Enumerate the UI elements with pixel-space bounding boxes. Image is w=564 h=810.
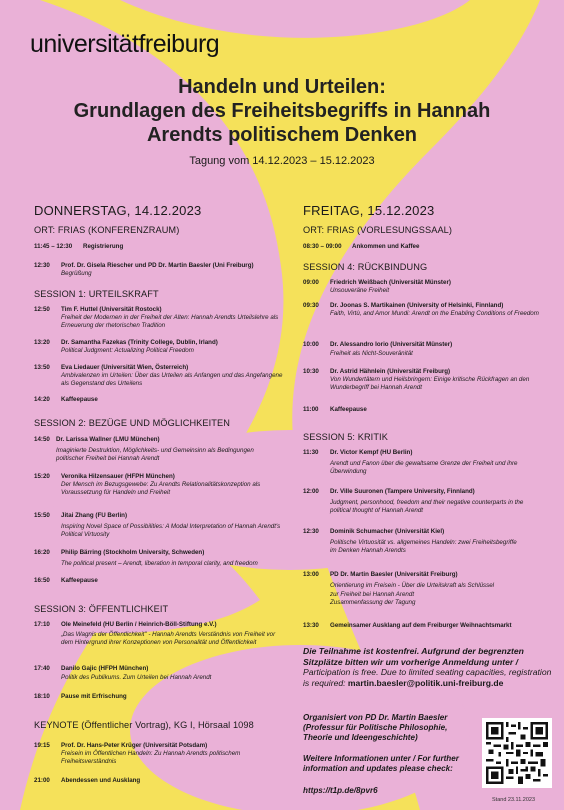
item-name: Danilo Gajic (HFPH München) xyxy=(61,665,149,672)
item-name: Dr. Joonas S. Martikainen (University of Helsinki, Finnland) xyxy=(330,302,504,309)
item-time: 12:30 xyxy=(303,528,319,535)
item-time: 14:20 xyxy=(34,396,50,403)
title-line-1: Handeln und Urteilen: xyxy=(178,76,386,98)
keynote-heading: KEYNOTE (Öffentlicher Vortrag), KG I, Hörsaal 1098 xyxy=(34,720,254,730)
item-name: Dr. Larissa Wallner (LMU München) xyxy=(56,436,160,443)
item-time: 16:50 xyxy=(34,577,50,584)
item-description: Imaginierte Destruktion, Möglichkeits- und Gemeinsinn als Bedingungen politischer Freiheit bei Hannah Arendt xyxy=(56,447,254,462)
more-info-url[interactable]: https://t1p.de/8pvr6 xyxy=(303,786,378,795)
item-description: Arendt und Fanon über die gewaltsame Grenze der Freiheit und ihre Überwindung xyxy=(330,460,518,475)
version-date: Stand 23.11.2023 xyxy=(492,797,536,803)
location-thursday: ORT: FRIAS (KONFERENZRAUM) xyxy=(34,225,180,235)
item-name: Gemeinsamer Ausklang auf dem Freiburger Weihnachtsmarkt xyxy=(330,622,512,629)
location-friday: ORT: FRIAS (VORLESUNGSSAAL) xyxy=(303,225,453,235)
item-time: 11:45 – 12:30 xyxy=(34,243,73,250)
item-name: Dr. Victor Kempf (HU Berlin) xyxy=(330,449,413,456)
item-description: Orientierung im Freisein - Über die Urteilskraft als Schlüssel zur Freiheit bei Hannah Arendt Zusammenfassung der Tagung xyxy=(330,582,495,607)
page-title xyxy=(20,75,544,147)
item-description: Freiheit als Nicht-Souveränität xyxy=(330,350,413,357)
item-time: 11:30 xyxy=(303,449,319,456)
item-time: 08:30 – 09:00 xyxy=(303,243,342,250)
qr-code-icon[interactable] xyxy=(482,718,552,788)
item-time: 10:00 xyxy=(303,341,319,348)
item-name: Abendessen und Ausklang xyxy=(61,777,141,784)
item-name: Kaffeepause xyxy=(61,396,98,403)
more-info-text: Weitere Informationen unter / For further information and updates please check: xyxy=(303,754,459,773)
item-name: Philip Bärring (Stockholm University, Schweden) xyxy=(61,549,205,556)
item-name: Dr. Astrid Hähnlein (Universität Freiburg) xyxy=(330,368,451,375)
item-description: Political Judgment: Actualizing Political Freedom xyxy=(61,347,194,354)
item-name: Pause mit Erfrischung xyxy=(61,693,127,700)
registration-text-en xyxy=(303,667,553,688)
item-time: 16:20 xyxy=(34,549,50,556)
registration-email-link[interactable]: martin.baesler@politik.uni-freiburg.de xyxy=(347,677,504,688)
item-description: Inspiring Novel Space of Possibilities: A Modal Interpretation of Hannah Arendt's Political Virtuosity xyxy=(61,523,281,538)
item-description: Der Mensch im Bezugsgewebe: Zu Arendts Relationalitätskonzeption als Voraussetzung für Handeln und Freiheit xyxy=(61,481,261,496)
item-name: Ankommen und Kaffee xyxy=(352,243,420,250)
day-heading-friday: FREITAG, 15.12.2023 xyxy=(303,203,435,218)
item-description: „Das Wagnis der Öffentlichkeit" - Hannah Arendts Verständnis von Freiheit vor dem Hintergrund ihrer Konzeptionen von Personalität und Öffentlichkeit xyxy=(61,631,276,646)
item-description: Ambivalenzen im Urteilen: Über das Urteilen als Anfangen und das Angefangene als Gegenstand des Urteilens xyxy=(61,372,283,387)
day-heading-thursday: DONNERSTAG, 14.12.2023 xyxy=(34,203,202,218)
item-name: Ole Meinefeld (HU Berlin / Heinrich-Böll-Stiftung e.V.) xyxy=(61,621,217,628)
session-3-heading: SESSION 3: ÖFFENTLICHKEIT xyxy=(34,604,169,614)
session-5-heading: SESSION 5: KRITIK xyxy=(303,432,388,442)
session-4-heading: SESSION 4: RÜCKBINDUNG xyxy=(303,262,428,272)
item-time: 19:15 xyxy=(34,742,50,749)
item-time: 12:30 xyxy=(34,262,50,269)
item-time: 17:40 xyxy=(34,665,50,672)
item-time: 15:50 xyxy=(34,512,50,519)
item-time: 09:00 xyxy=(303,279,319,286)
item-description: Politik des Publikums. Zum Urteilen bei Hannah Arendt xyxy=(61,674,212,681)
item-time: 13:30 xyxy=(303,622,319,629)
item-name: Kaffeepause xyxy=(61,577,98,584)
session-1-heading: SESSION 1: URTEILSKRAFT xyxy=(34,289,159,299)
item-description: Freiheit der Modernen in der Freiheit der Alten: Hannah Arendts Urteilslehre als Erneuerung der rhetorischen Tradition xyxy=(61,314,279,329)
item-name: Tim F. Huttel (Universität Rostock) xyxy=(61,306,162,313)
item-time: 18:10 xyxy=(34,693,50,700)
item-time: 09:30 xyxy=(303,302,319,309)
registration-text-en-label: Participation is free. Due to limited seating capacities, registration is required: xyxy=(303,667,552,688)
item-name: Jitai Zhang (FU Berlin) xyxy=(61,512,128,519)
item-time: 13:00 xyxy=(303,571,319,578)
item-name: Dr. Alessandro Iorio (Universität Münster) xyxy=(330,341,453,348)
item-time: 15:20 xyxy=(34,473,50,480)
item-time: 12:50 xyxy=(34,306,50,313)
item-time: 21:00 xyxy=(34,777,50,784)
item-time: 13:50 xyxy=(34,364,50,371)
university-logo: universitätfreiburg xyxy=(30,30,220,58)
item-description: Von Wundertätern und Heilsbringern: Einige kritische Rückfragen an den Wunderbegriff bei Hannah Arendt xyxy=(330,376,530,391)
item-name: Dr. Ville Suuronen (Tampere University, Finnland) xyxy=(330,488,475,495)
title-line-3: Arendts politischem Denken xyxy=(146,124,418,146)
item-name: Prof. Dr. Gisela Riescher und PD Dr. Martin Baesler (Uni Freiburg) xyxy=(61,262,254,269)
item-description: Faith, Virtù, and Amor Mundi: Arendt on the Enabling Conditions of Freedom xyxy=(330,310,539,317)
item-description: Freisein im Öffentlichen Handeln: Zu Hannah Arendts politischem Freiheitsverständnis xyxy=(61,750,241,765)
item-name: Friedrich Weißbach (Universität Münster) xyxy=(330,279,451,286)
item-name: Eva Liedauer (Universität Wien, Österreich) xyxy=(61,364,189,371)
item-name: Dominik Schumacher (Universität Kiel) xyxy=(330,528,445,535)
registration-info xyxy=(303,646,553,688)
item-description: Judgment, personhood, freedom and their negative counterparts in the political thought of Hannah Arendt xyxy=(330,499,524,514)
item-description: The political present – Arendt, liberation in temporal clarity, and freedom xyxy=(61,560,258,567)
item-time: 17:10 xyxy=(34,621,50,628)
title-line-2: Grundlagen des Freiheitsbegriffs in Hannah xyxy=(73,100,491,122)
item-name: Registrierung xyxy=(83,243,124,250)
item-time: 11:00 xyxy=(303,406,319,413)
registration-text-de: Die Teilnahme ist kostenfrei. Aufgrund der begrenzten Sitzplätze bitten wir um vorherige Anmeldung unter / xyxy=(303,646,524,667)
item-time: 12:00 xyxy=(303,488,319,495)
item-time: 13:20 xyxy=(34,339,50,346)
item-name: PD Dr. Martin Baesler (Universität Freiburg) xyxy=(330,571,458,578)
item-description: Begrüßung xyxy=(61,270,92,277)
item-name: Dr. Samantha Fazekas (Trinity College, Dublin, Irland) xyxy=(61,339,218,346)
conference-dates: Tagung vom 14.12.2023 – 15.12.2023 xyxy=(189,155,375,167)
organizer-info: Organisiert von PD Dr. Martin Baesler (Professur für Politische Philosophie, Theorie und Ideengeschichte) xyxy=(303,713,448,742)
item-time: 10:30 xyxy=(303,368,319,375)
session-2-heading: SESSION 2: BEZÜGE UND MÖGLICHKEITEN xyxy=(34,418,230,428)
item-name: Prof. Dr. Hans-Peter Krüger (Universität Potsdam) xyxy=(61,742,208,749)
item-name: Veronika Hilzensauer (HFPH München) xyxy=(61,473,175,480)
item-time: 14:50 xyxy=(34,436,50,443)
item-name: Kaffeepause xyxy=(330,406,367,413)
qr-code-graphic xyxy=(486,722,548,784)
item-description: Politische Virtuosität vs. allgemeines Handeln: zwei Freiheitsbegriffe im Denken Hannah Arendts xyxy=(330,539,517,554)
item-description: Unsouveräne Freiheit xyxy=(330,287,390,294)
